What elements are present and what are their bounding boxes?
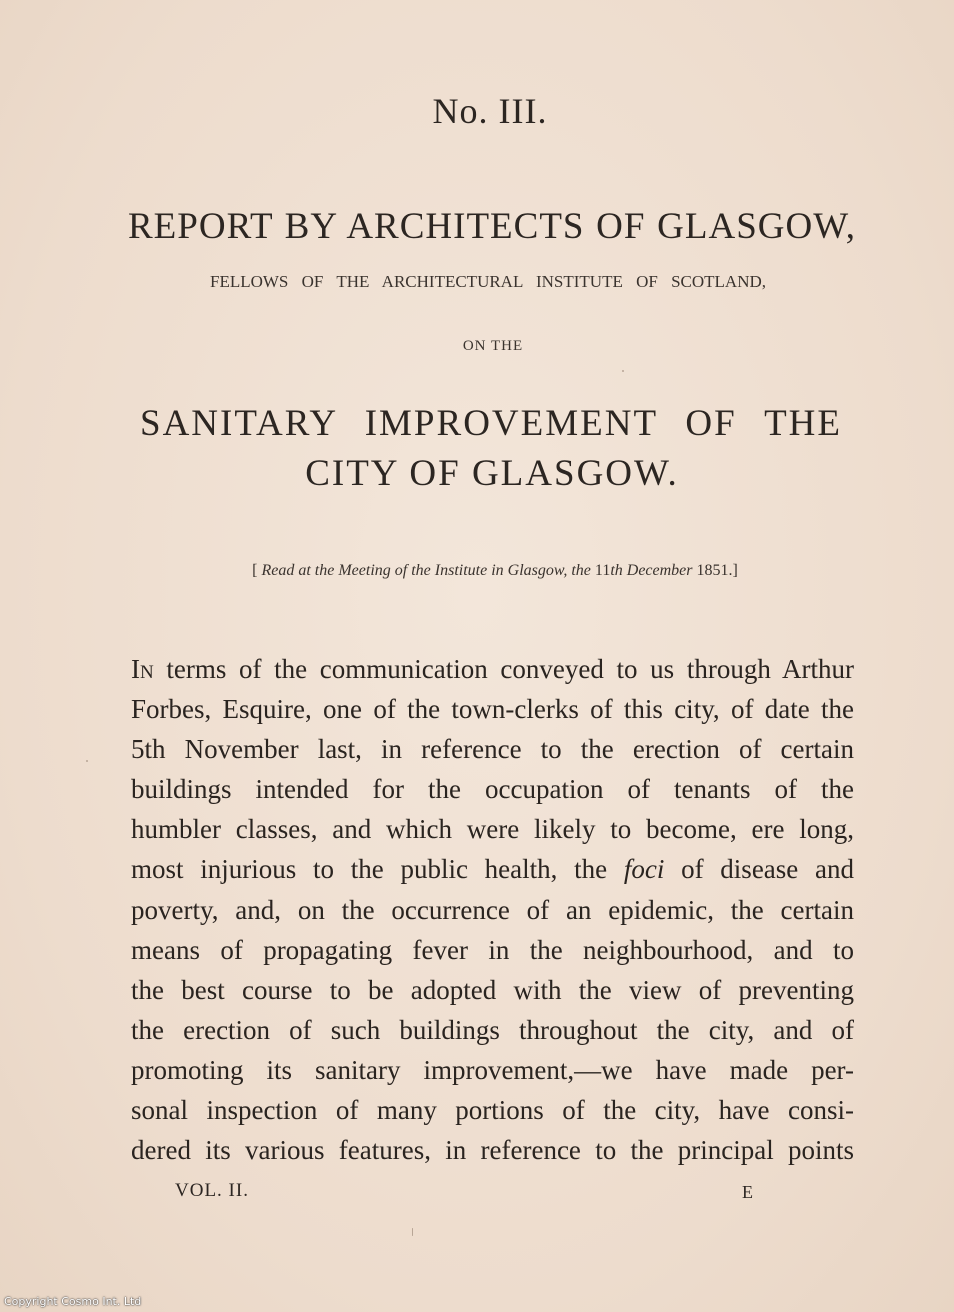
topic-title-line1: SANITARY IMPROVEMENT OF THE [140,403,842,444]
read-note-day-suffix: th [610,562,623,579]
read-note-year: 1851. [696,562,733,579]
report-subtitle: FELLOWS OF THE ARCHITECTURAL INSTITUTE OF SCOTLAND, [210,272,766,291]
read-note-day: 11 [594,562,611,579]
on-the-connector: ON THE [462,338,524,354]
paper-speck [86,760,88,762]
body-line: the best course to be adopted with the view of preventing [131,974,854,1005]
body-line: buildings intended for the occupation of tenants of the [131,774,854,805]
signature-mark: E [742,1182,753,1202]
read-note-close-bracket: ] [732,562,738,579]
body-line: humbler classes, and which were likely to become, ere long, [131,814,854,845]
body-line: In terms of the communication conveyed to us through Arthur [131,654,854,684]
report-number: No. III. [432,91,548,131]
body-line: most injurious to the public health, the foci of disease and [131,854,854,885]
body-line: the erection of such buildings throughout the city, and of [131,1014,854,1045]
volume-footer: VOL. II. [175,1180,249,1201]
read-note-open-bracket: [ [252,562,258,579]
paper-speck [412,1228,413,1236]
paper-speck [622,370,624,372]
read-note-text: Read at the Meeting of the Institute in Glasgow, the [261,562,591,579]
body-line: Forbes, Esquire, one of the town-clerks of this city, of date the [131,694,854,725]
body-line: promoting its sanitary improvement,—we have made per- [131,1054,854,1085]
body-paragraph [131,649,854,1170]
body-line: 5th November last, in reference to the erection of certain [131,734,854,765]
body-line: sonal inspection of many portions of the city, have consi- [131,1095,854,1126]
report-title: REPORT BY ARCHITECTS OF GLASGOW, [128,206,856,247]
copyright-watermark: Copyright Cosmo Int. Ltd [4,1295,142,1308]
body-line: poverty, and, on the occurrence of an epidemic, the certain [131,894,854,925]
drop-word: In [131,654,154,684]
italic-word: foci [623,854,665,885]
body-line: means of propagating fever in the neighbourhood, and to [131,934,854,965]
body-line: dered its various features, in reference to the principal points [131,1135,854,1166]
read-note-month: December [626,562,693,579]
topic-title-line2: CITY OF GLASGOW. [305,453,679,494]
read-note [225,562,765,580]
